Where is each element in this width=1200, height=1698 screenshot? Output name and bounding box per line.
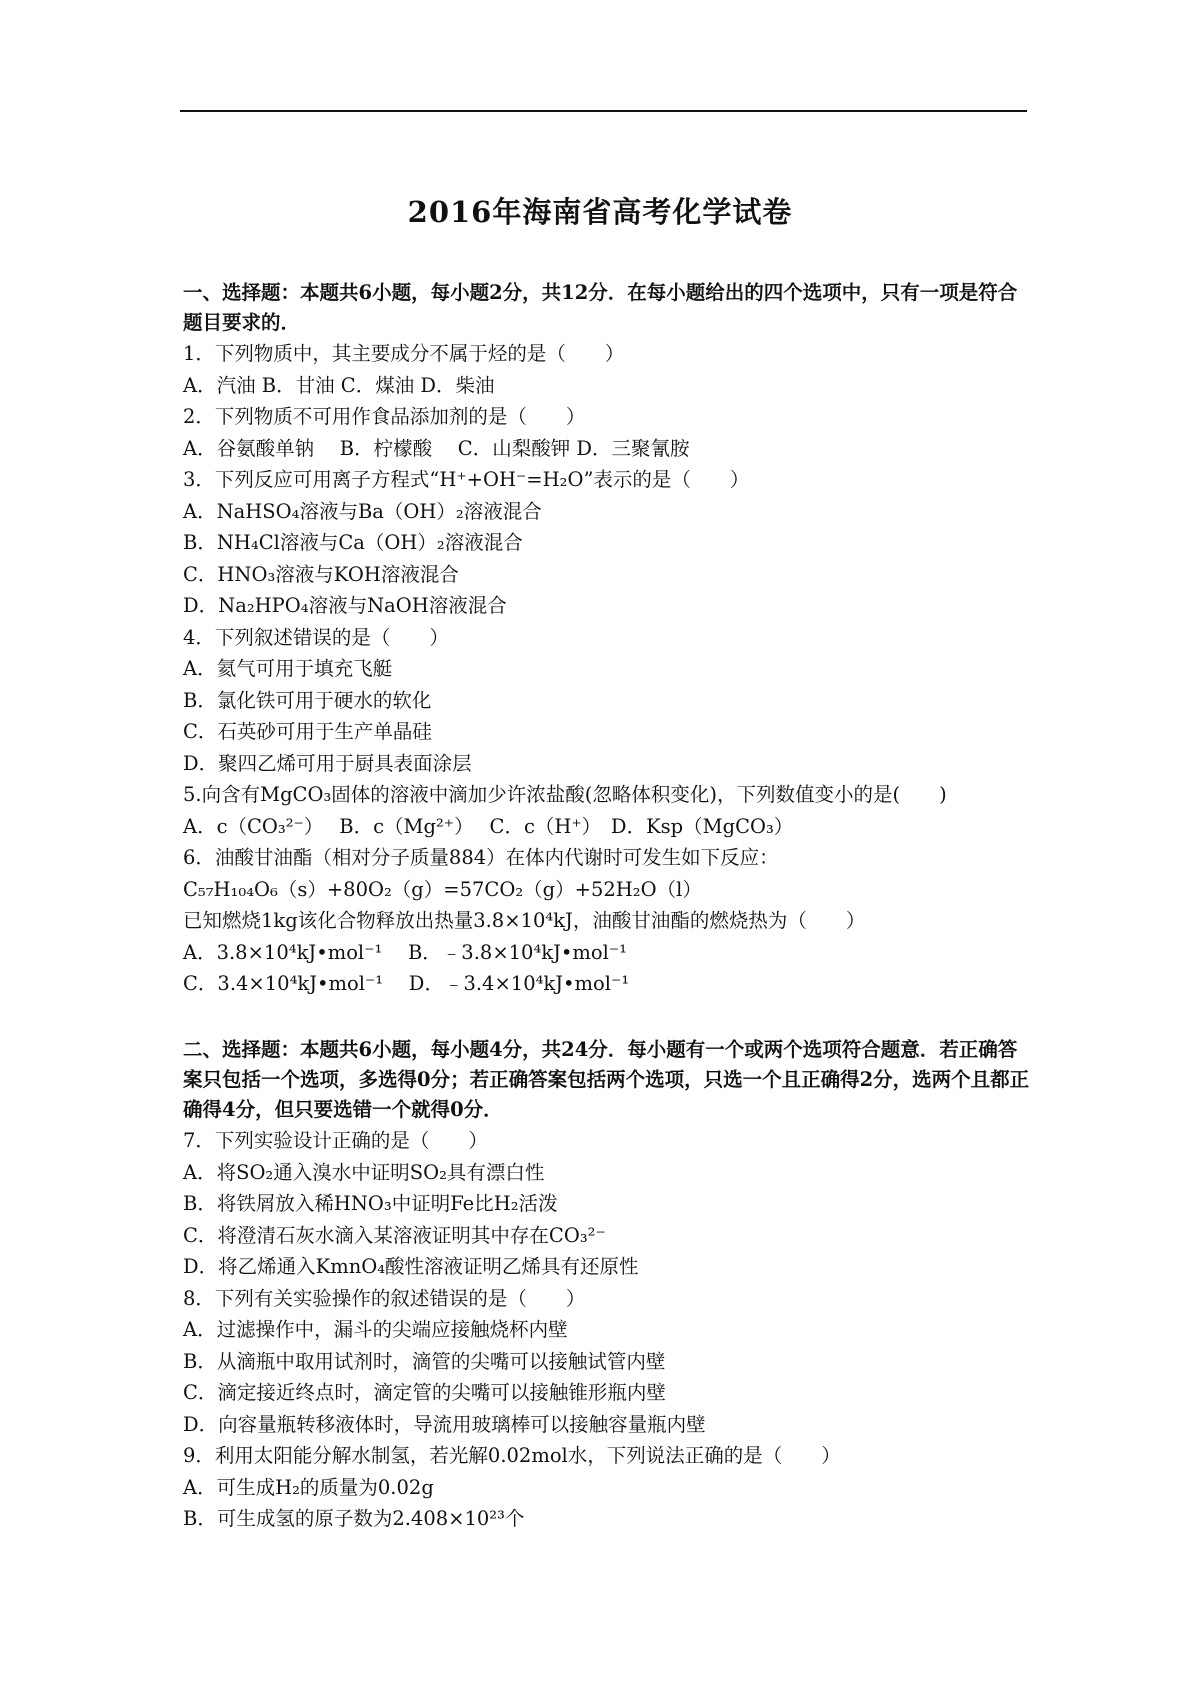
question-line: A．3.8×10⁴kJ•mol⁻¹ B．﹣3.8×10⁴kJ•mol⁻¹ — [183, 940, 627, 964]
question-line: A．氦气可用于填充飞艇 — [183, 657, 393, 680]
question-line: 6．油酸甘油酯（相对分子质量884）在体内代谢时可发生如下反应： — [183, 846, 779, 869]
question-line: A．谷氨酸单钠 B．柠檬酸 C．山梨酸钾 D．三聚氰胺 — [183, 436, 690, 460]
page-title: 2016年海南省高考化学试卷 — [407, 195, 793, 229]
question-line: C．3.4×10⁴kJ•mol⁻¹ D．﹣3.4×10⁴kJ•mol⁻¹ — [183, 972, 630, 995]
section-2 — [183, 1035, 1033, 1535]
question-line: 9．利用太阳能分解水制氢，若光解0.02mol水，下列说法正确的是（ ） — [183, 1444, 841, 1467]
question-line: A．NaHSO₄溶液与Ba（OH）₂溶液混合 — [183, 499, 542, 523]
question-line: 5.向含有MgCO₃固体的溶液中滴加少许浓盐酸(忽略体积变化)，下列数值变小的是( ) — [183, 783, 947, 806]
question-line: C．滴定接近终点时，滴定管的尖嘴可以接触锥形瓶内壁 — [183, 1381, 666, 1404]
question-line: C．将澄清石灰水滴入某溶液证明其中存在CO₃²⁻ — [183, 1223, 606, 1247]
section-1-questions — [183, 338, 1033, 1000]
section-2-header: 二、选择题：本题共6小题，每小题4分，共24分．每小题有一个或两个选项符合题意．若正确答案只包括一个选项，多选得0分；若正确答案包括两个选项，只选一个且正确得2分，选两个且都正确得4分，但只要选错一个就得0分． — [183, 1038, 1030, 1121]
question-line: 8．下列有关实验操作的叙述错误的是（ ） — [183, 1286, 586, 1310]
question-line: A．可生成H₂的质量为0.02g — [183, 1475, 434, 1499]
question-line: 4．下列叙述错误的是（ ） — [183, 625, 449, 649]
question-line: 3．下列反应可用离子方程式“H⁺+OH⁻=H₂O”表示的是（ ） — [183, 468, 750, 491]
question-line: D．向容量瓶转移液体时，导流用玻璃棒可以接触容量瓶内壁 — [183, 1412, 706, 1436]
question-line: A．c（CO₃²⁻） B．c（Mg²⁺） C．c（H⁺） D．Ksp（MgCO₃） — [183, 814, 794, 838]
question-line: C．石英砂可用于生产单晶硅 — [183, 720, 432, 743]
question-line: D．将乙烯通入KmnO₄酸性溶液证明乙烯具有还原性 — [183, 1255, 639, 1278]
question-line: C₅₇H₁₀₄O₆（s）+80O₂（g）=57CO₂（g）+52H₂O（l） — [183, 877, 702, 901]
question-line: 1．下列物质中，其主要成分不属于烃的是（ ） — [183, 342, 625, 365]
question-line: D．Na₂HPO₄溶液与NaOH溶液混合 — [183, 594, 507, 617]
question-line: A．汽油 B．甘油 C．煤油 D．柴油 — [183, 373, 495, 397]
section-1 — [183, 278, 1033, 1000]
question-line: B．将铁屑放入稀HNO₃中证明Fe比H₂活泼 — [183, 1192, 558, 1215]
question-line: 7．下列实验设计正确的是（ ） — [183, 1129, 488, 1152]
question-line: A．过滤操作中，漏斗的尖端应接触烧杯内壁 — [183, 1318, 568, 1341]
question-line: 已知燃烧1kg该化合物释放出热量3.8×10⁴kJ，油酸甘油酯的燃烧热为（ ） — [183, 909, 866, 932]
question-line: B．从滴瓶中取用试剂时，滴管的尖嘴可以接触试管内壁 — [183, 1349, 666, 1373]
question-line: D．聚四乙烯可用于厨具表面涂层 — [183, 751, 472, 775]
question-line: 2．下列物质不可用作食品添加剂的是（ ） — [183, 405, 586, 428]
header-rule — [180, 110, 1027, 112]
question-line: B．氯化铁可用于硬水的软化 — [183, 688, 432, 712]
question-line: B．可生成氢的原子数为2.408×10²³个 — [183, 1507, 525, 1530]
section-2-questions — [183, 1125, 1033, 1535]
question-line: C．HNO₃溶液与KOH溶液混合 — [183, 562, 459, 586]
section-1-header: 一、选择题：本题共6小题，每小题2分，共12分．在每小题给出的四个选项中，只有一项是符合题目要求的． — [183, 281, 1018, 334]
question-line: A．将SO₂通入溴水中证明SO₂具有漂白性 — [183, 1160, 545, 1184]
question-line: B．NH₄Cl溶液与Ca（OH）₂溶液混合 — [183, 531, 523, 554]
